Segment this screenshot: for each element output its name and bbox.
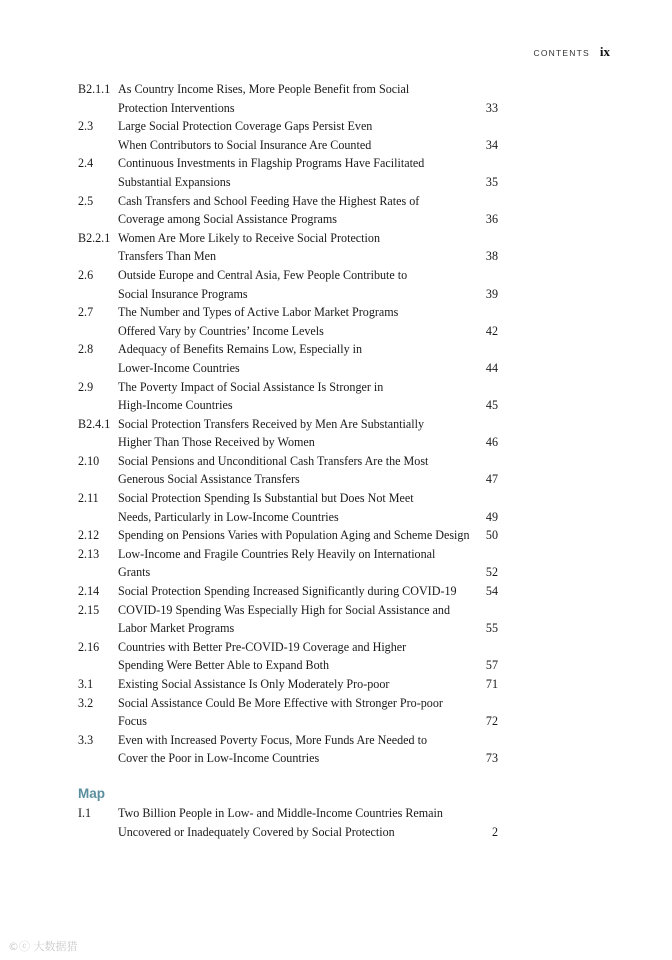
entry-title-line: Women Are More Likely to Receive Social Protection xyxy=(118,230,380,245)
entry-page-number: 46 xyxy=(485,435,498,450)
entry-title-line: Needs, Particularly in Low-Income Countries xyxy=(118,509,339,524)
entry-page-number: 52 xyxy=(485,565,498,580)
entry-title-line: Outside Europe and Central Asia, Few People Contribute to xyxy=(118,267,408,282)
entry-number: B2.2.1 xyxy=(78,230,111,245)
map-section-heading: Map xyxy=(78,785,105,801)
entry-title xyxy=(118,582,476,601)
toc-entry[interactable] xyxy=(78,340,498,377)
entry-title xyxy=(118,526,476,545)
entry-title-line: Cover the Poor in Low-Income Countries xyxy=(118,751,320,766)
entry-number: 3.3 xyxy=(78,732,94,747)
figure-list xyxy=(78,80,498,768)
entry-title-line: COVID-19 Spending Was Especially High for Social Assistance and xyxy=(118,602,450,617)
entry-title xyxy=(118,452,476,489)
toc-entry[interactable] xyxy=(78,526,498,545)
table-of-contents xyxy=(78,80,498,841)
entry-number: 2.5 xyxy=(78,193,94,208)
entry-title-line: The Number and Types of Active Labor Market Programs xyxy=(118,305,399,320)
entry-title-line: Low-Income and Fragile Countries Rely Heavily on International Grants xyxy=(118,546,436,580)
entry-page-number: 49 xyxy=(485,509,498,524)
entry-title-line: Uncovered or Inadequately Covered by Social Protection xyxy=(118,824,395,839)
toc-entry[interactable] xyxy=(78,675,498,694)
entry-title xyxy=(118,378,476,415)
toc-entry[interactable] xyxy=(78,192,498,229)
entry-title xyxy=(118,340,476,377)
map-list xyxy=(78,804,498,841)
entry-number: 2.10 xyxy=(78,453,100,468)
entry-title-line: Adequacy of Benefits Remains Low, Especially in xyxy=(118,342,363,357)
entry-title xyxy=(118,117,476,154)
toc-entry[interactable] xyxy=(78,303,498,340)
entry-number: 2.16 xyxy=(78,639,100,654)
entry-title xyxy=(118,415,476,452)
toc-entry[interactable] xyxy=(78,489,498,526)
entry-page-number: 55 xyxy=(485,621,498,636)
entry-number: I.1 xyxy=(78,805,92,820)
toc-entry[interactable] xyxy=(78,638,498,675)
toc-entry[interactable] xyxy=(78,452,498,489)
entry-number: 2.12 xyxy=(78,528,100,543)
entry-number: 2.8 xyxy=(78,342,94,357)
entry-title xyxy=(118,154,476,191)
entry-page-number: 72 xyxy=(485,714,498,729)
entry-title-line: Social Pensions and Unconditional Cash Transfers Are the Most xyxy=(118,453,429,468)
entry-number: 2.6 xyxy=(78,267,94,282)
entry-title xyxy=(118,804,476,841)
entry-number: 2.11 xyxy=(78,491,99,506)
entry-page-number: 33 xyxy=(485,100,498,115)
entry-number: 2.7 xyxy=(78,305,94,320)
toc-entry[interactable] xyxy=(78,378,498,415)
entry-title xyxy=(118,192,476,229)
entry-number: 2.3 xyxy=(78,119,94,134)
entry-title-line: Substantial Expansions xyxy=(118,174,231,189)
entry-title-line: Cash Transfers and School Feeding Have the Highest Rates of xyxy=(118,193,420,208)
running-head xyxy=(534,44,610,60)
entry-title xyxy=(118,694,476,731)
entry-title-line: Large Social Protection Coverage Gaps Persist Even xyxy=(118,119,373,134)
entry-page-number: 47 xyxy=(485,472,498,487)
toc-entry[interactable] xyxy=(78,731,498,768)
entry-title-line: Social Insurance Programs xyxy=(118,286,248,301)
entry-title-line: Higher Than Those Received by Women xyxy=(118,435,315,450)
entry-title-line: Protection Interventions xyxy=(118,100,235,115)
entry-number: 3.2 xyxy=(78,695,94,710)
entry-title-line: The Poverty Impact of Social Assistance Is Stronger in xyxy=(118,379,384,394)
entry-title-line: Even with Increased Poverty Focus, More Funds Are Needed to xyxy=(118,732,427,747)
entry-page-number: 35 xyxy=(485,174,498,189)
entry-title-line: Offered Vary by Countries’ Income Levels xyxy=(118,323,324,338)
toc-entry[interactable] xyxy=(78,80,498,117)
entry-title xyxy=(118,80,476,117)
entry-number: 2.9 xyxy=(78,379,94,394)
entry-page-number: 45 xyxy=(485,398,498,413)
entry-title-line: Spending Were Better Able to Expand Both xyxy=(118,658,330,673)
entry-title-line: Lower-Income Countries xyxy=(118,360,240,375)
entry-page-number: 50 xyxy=(485,528,498,543)
entry-number: 2.14 xyxy=(78,584,100,599)
running-head-label: CONTENTS xyxy=(533,48,590,58)
entry-title-line: When Contributors to Social Insurance Are Counted xyxy=(118,137,372,152)
entry-page-number: 44 xyxy=(485,360,498,375)
entry-title-line: High-Income Countries xyxy=(118,398,233,413)
entry-page-number: 54 xyxy=(485,584,498,599)
toc-entry[interactable] xyxy=(78,229,498,266)
entry-title-line: As Country Income Rises, More People Benefit from Social xyxy=(118,82,410,96)
entry-title xyxy=(118,489,476,526)
entry-title-line: Existing Social Assistance Is Only Moderately Pro-poor xyxy=(118,677,390,691)
entry-title-line: Social Protection Spending Increased Significantly during COVID-19 xyxy=(118,584,457,599)
entry-number: 3.1 xyxy=(78,677,94,691)
entry-page-number: 36 xyxy=(485,212,498,227)
entry-number: 2.4 xyxy=(78,156,94,171)
toc-entry[interactable] xyxy=(78,415,498,452)
entry-number: B2.4.1 xyxy=(78,416,111,431)
entry-title-line: Countries with Better Pre-COVID-19 Coverage and Higher xyxy=(118,639,407,654)
entry-page-number: 42 xyxy=(485,323,498,338)
entry-page-number: 34 xyxy=(485,137,498,152)
entry-title xyxy=(118,229,476,266)
watermark: ©ⓒ 大数据猎 xyxy=(8,940,78,953)
toc-entry[interactable] xyxy=(78,601,498,638)
entry-page-number: 57 xyxy=(485,658,498,673)
entry-page-number: 71 xyxy=(485,677,498,691)
entry-title-line: Coverage among Social Assistance Programs xyxy=(118,212,337,227)
entry-number: 2.15 xyxy=(78,602,100,617)
toc-entry[interactable] xyxy=(78,266,498,303)
toc-entry[interactable] xyxy=(78,582,498,601)
entry-page-number: 39 xyxy=(485,286,498,301)
toc-entry[interactable] xyxy=(78,545,498,582)
entry-number: 2.13 xyxy=(78,546,100,561)
entry-title-line: Spending on Pensions Varies with Population Aging and Scheme Design xyxy=(118,528,470,543)
entry-title xyxy=(118,601,476,638)
entry-number: B2.1.1 xyxy=(78,82,111,96)
entry-page-number: 73 xyxy=(485,751,498,766)
page-number: ix xyxy=(599,44,610,59)
entry-title-line: Transfers Than Men xyxy=(118,249,217,264)
entry-title xyxy=(118,731,476,768)
entry-page-number: 2 xyxy=(491,824,498,839)
entry-title-line: Continuous Investments in Flagship Programs Have Facilitated xyxy=(118,156,425,171)
toc-entry[interactable] xyxy=(78,694,498,731)
entry-title xyxy=(118,266,476,303)
toc-entry[interactable] xyxy=(78,804,498,841)
entry-title xyxy=(118,545,476,582)
toc-entry[interactable] xyxy=(78,154,498,191)
toc-entry[interactable] xyxy=(78,117,498,154)
entry-title-line: Social Assistance Could Be More Effective with Stronger Pro-poor Focus xyxy=(118,695,443,729)
entry-title xyxy=(118,303,476,340)
entry-title xyxy=(118,638,476,675)
entry-page-number: 38 xyxy=(485,249,498,264)
entry-title-line: Social Protection Spending Is Substantial but Does Not Meet xyxy=(118,491,414,506)
entry-title-line: Labor Market Programs xyxy=(118,621,235,636)
entry-title-line: Generous Social Assistance Transfers xyxy=(118,472,300,487)
entry-title-line: Social Protection Transfers Received by Men Are Substantially xyxy=(118,416,424,431)
entry-title xyxy=(118,675,476,694)
entry-title-line: Two Billion People in Low- and Middle-Income Countries Remain xyxy=(118,805,443,820)
